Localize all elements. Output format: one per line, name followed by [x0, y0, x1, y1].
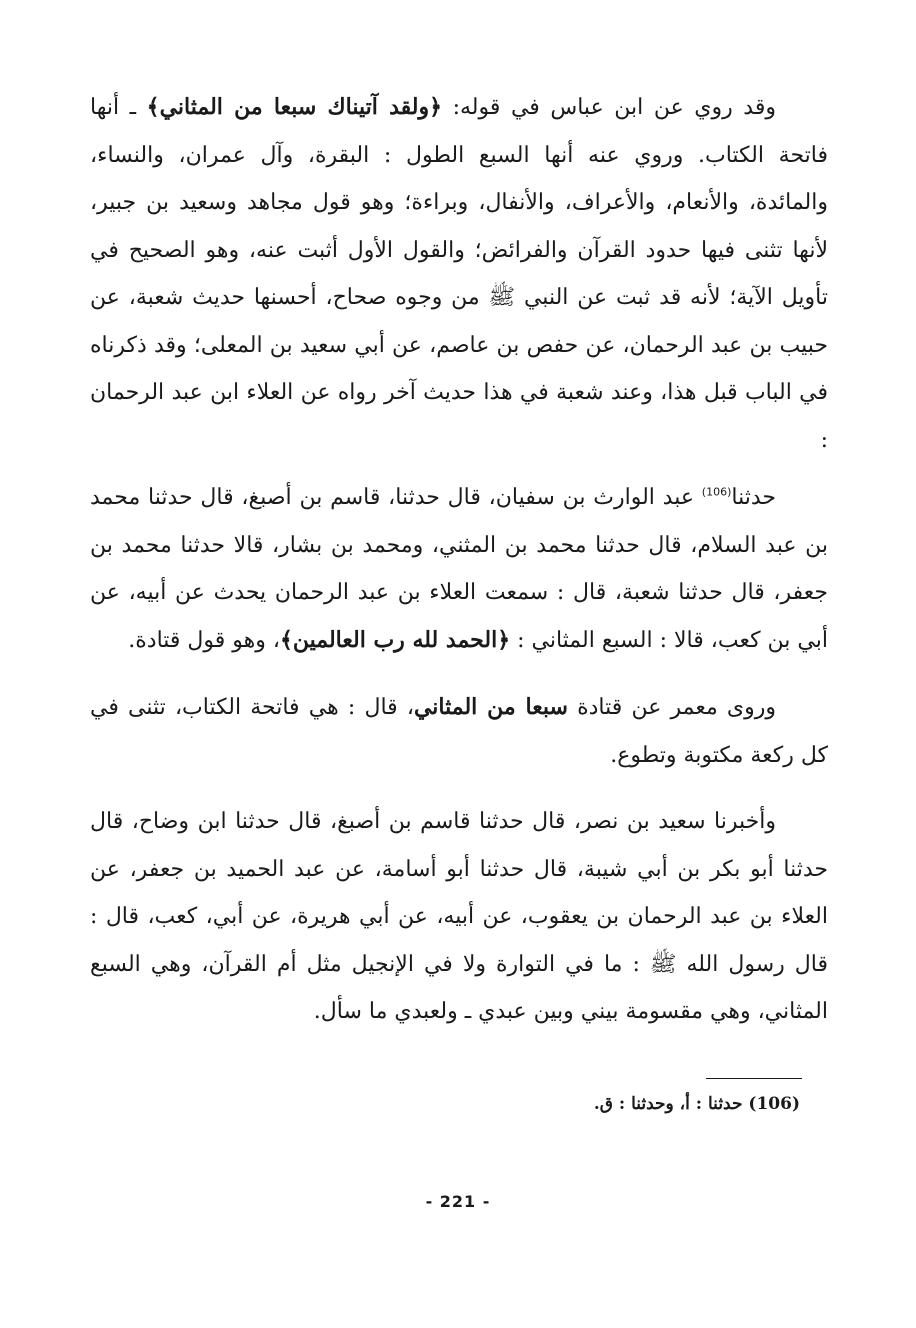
paragraph-2 — [90, 474, 828, 664]
page-number: - 221 - — [425, 1192, 491, 1211]
footnote-reference: (106) — [701, 485, 732, 499]
paragraph-3 — [90, 684, 828, 779]
paragraph-3-lead: وروى معمر عن قتادة — [567, 695, 777, 720]
paragraph-1-lead: وقد روي عن ابن عباس في قوله: — [442, 95, 776, 120]
footnote: (106) حدثنا : أ، وحدثنا : ق. — [593, 1094, 800, 1114]
quran-quote-2: ﴿الحمد لله رب العالمين﴾ — [279, 626, 511, 653]
paragraph-1-rest: ـ أنها فاتحة الكتاب. وروي عنه أنها السبع الطول : البقرة، وآل عمران، والنساء، والمائدة، والأنعام، والأعراف، والأنفال، وبراءة؛ وهو قول مجاهد وسعيد بن جبير، لأنها تثنى فيها حدود القرآن والفرائض؛ والقول الأول أثبت عنه، وهو الصحيح في تأويل الآية؛ لأنه قد ثبت عن النبي ﷺ من وجوه صحاح، أحسنها حديث شعبة، عن حبيب بن عبد الرحمان، عن حفص بن عاصم، عن أبي سعيد بن المعلى؛ وقد ذكرناه في الباب قبل هذا، وعند شعبة في هذا حديث آخر رواه عن العلاء ابن عبد الرحمان : — [90, 95, 828, 453]
quran-quote-3: سبعا من المثاني — [413, 694, 568, 720]
quran-quote-1: ﴿ولقد آتيناك سبعا من المثاني﴾ — [146, 94, 443, 120]
paragraph-2-lead: حدثنا — [731, 485, 776, 510]
paragraph-1 — [90, 84, 828, 464]
footnote-divider — [706, 1078, 802, 1079]
paragraph-3-rest: ، قال : هي فاتحة الكتاب، تثنى في كل ركعة مكتوبة وتطوع. — [90, 695, 828, 768]
paragraph-2-tail: ، وهو قول قتادة. — [128, 627, 280, 653]
paragraph-4 — [90, 798, 828, 1036]
paragraph-2-body: عبد الوارث بن سفيان، قال حدثنا، قاسم بن أصبغ، قال حدثنا محمد بن عبد السلام، قال حدثنا محمد بن المثني، ومحمد بن بشار، قالا حدثنا محمد بن جعفر، قال حدثنا شعبة، قال : سمعت العلاء بن عبد الرحمان يحدث عن أبيه، عن أبي بن كعب، قالا : السبع المثاني : — [90, 485, 828, 653]
paragraph-4-text: وأخبرنا سعيد بن نصر، قال حدثنا قاسم بن أصبغ، قال حدثنا ابن وضاح، قال حدثنا أبو بكر بن أبي شيبة، قال حدثنا أبو أسامة، عن عبد الحميد بن جعفر، عن العلاء بن عبد الرحمان بن يعقوب، عن أبيه، عن أبي هريرة، عن أبي، كعب، قال : قال رسول الله ﷺ : ما في التوارة ولا في الإنجيل مثل أم القرآن، وهي السبع المثاني، وهي مقسومة بيني وبين عبدي ـ ولعبدي ما سأل. — [90, 809, 828, 1024]
